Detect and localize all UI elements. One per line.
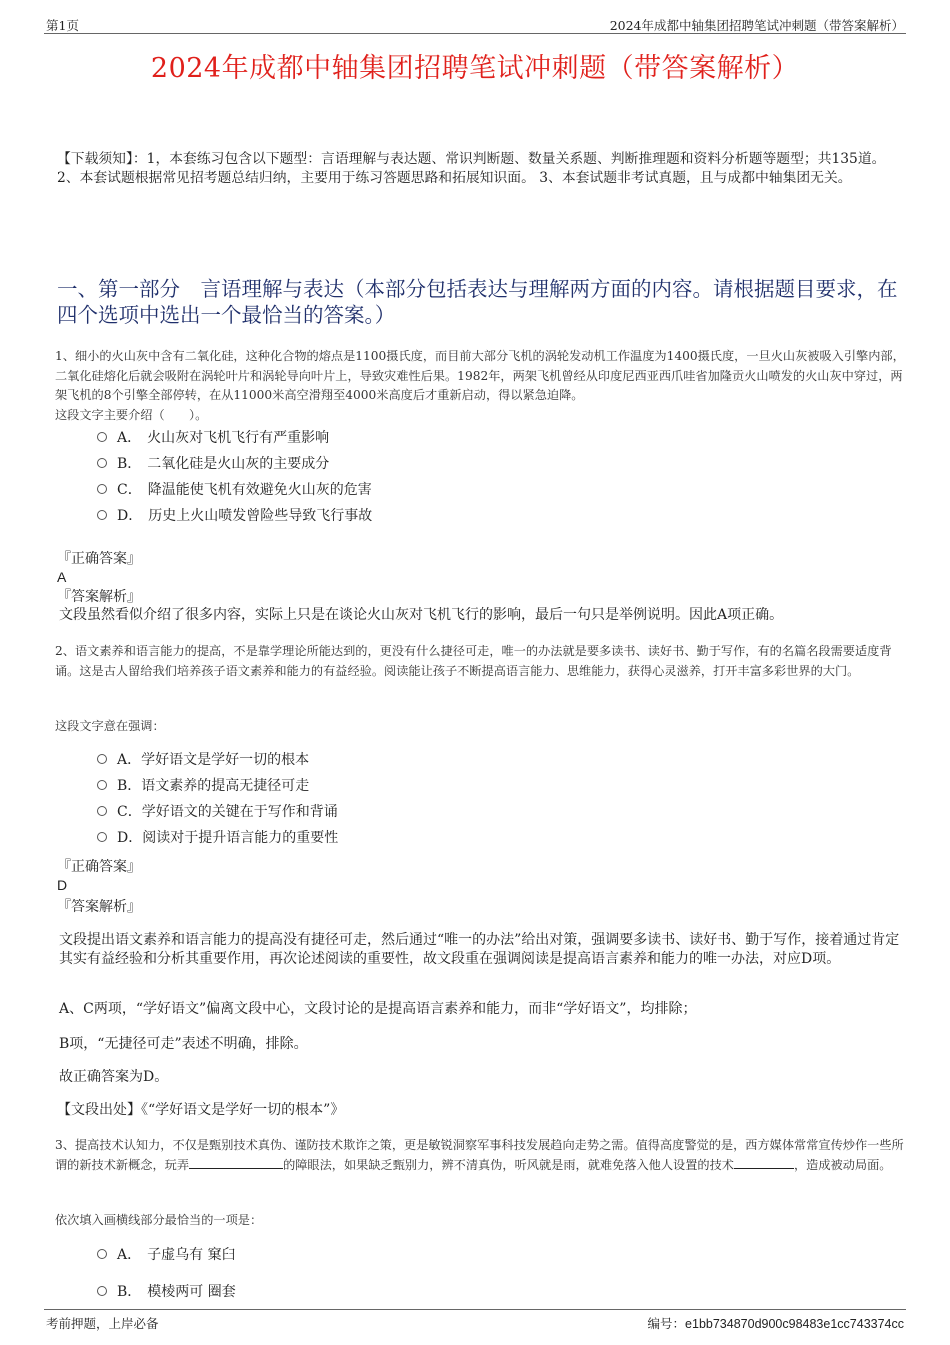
option-label: B． [117, 778, 142, 794]
option-text: 模棱两可 圈套 [147, 1284, 236, 1300]
option-text: 二氧化硅是火山灰的主要成分 [147, 456, 330, 472]
question-2-stem: 2、语文素养和语言能力的提高，不是靠学理论所能达到的，更没有什么捷径可走，唯一的办法就是要多读书、读好书、勤于写作，有的名篇名段需要适度背诵。这是古人留给我们培养孩子语文素养和能力的有益经验。阅读能让孩子不断提高语言能力、思维能力，获得心灵滋养，打开丰富多彩世界的大门。 [55, 644, 892, 678]
question-2-analysis-4: 故正确答案为D。 [59, 1069, 169, 1085]
question-2-answer-heading: 『正确答案』 [57, 859, 141, 875]
question-1-answer: A [57, 569, 67, 585]
option-text: 学好语文的关键在于写作和背诵 [141, 804, 338, 820]
option-label: D． [117, 830, 143, 846]
option-text: 降温能使飞机有效避免火山灰的危害 [147, 482, 372, 498]
radio-icon[interactable] [97, 832, 107, 842]
question-1-stem: 1、细小的火山灰中含有二氧化硅，这种化合物的熔点是1100摄氏度，而目前大部分飞机的涡轮发动机工作温度为1400摄氏度，一旦火山灰被吸入引擎内部，二氧化硅熔化后就会吸附在涡轮叶片和涡轮导向叶片上，导致灾难性后果。1982年，两架飞机曾经从印度尼西亚西爪哇省加隆贡火山喷发的火山灰中穿过，两架飞机的8个引擎全部停转，在从11000米高空滑翔至4000米高度后才重新启动，得以紧急迫降。 [55, 349, 905, 402]
question-2-option-a[interactable] [97, 749, 309, 771]
question-1-option-c[interactable] [97, 479, 372, 501]
option-label: A． [117, 1247, 142, 1263]
option-label: B． [117, 456, 142, 472]
footer-code [648, 1314, 904, 1332]
question-3-stem-part3: ，造成被动局面。 [794, 1157, 892, 1172]
option-label: A． [117, 430, 142, 446]
section-heading: 一、第一部分 言语理解与表达（本部分包括表达与理解两方面的内容。请根据题目要求，在四个选项中选出一个最恰当的答案。） [57, 277, 898, 327]
radio-icon[interactable] [97, 1286, 107, 1296]
page-title: 2024年成都中轴集团招聘笔试冲刺题（带答案解析） [150, 53, 800, 84]
footer-slogan: 考前押题，上岸必备 [46, 1316, 159, 1331]
question-3-stem [55, 1136, 907, 1175]
question-1-analysis: 文段虽然看似介绍了很多内容，实际上只是在谈论火山灰对飞机飞行的影响，最后一句只是举例说明。因此A项正确。 [59, 607, 784, 623]
question-2-answer: D [57, 877, 68, 893]
option-text: 阅读对于提升语言能力的重要性 [142, 830, 339, 846]
question-1-option-a[interactable] [97, 427, 329, 449]
radio-icon[interactable] [97, 432, 107, 442]
radio-icon[interactable] [97, 1249, 107, 1259]
question-1-answer-heading: 『正确答案』 [57, 551, 141, 567]
option-text: 火山灰对飞机飞行有严重影响 [147, 430, 330, 446]
option-label: D． [117, 508, 143, 524]
question-2-option-d[interactable] [97, 827, 338, 849]
question-3-option-a[interactable] [97, 1244, 236, 1266]
question-2-option-c[interactable] [97, 801, 338, 823]
option-label: A． [117, 752, 142, 768]
question-2-analysis-2: A、C两项，“学好语文”偏离文段中心，文段讨论的是提高语言素养和能力，而非“学好语文”，均排除； [59, 1001, 697, 1017]
radio-icon[interactable] [97, 458, 107, 468]
footer-code-value: e1bb734870d900c98483e1cc743374cc [685, 1317, 904, 1331]
question-2-prompt: 这段文字意在强调： [55, 719, 165, 733]
radio-icon[interactable] [97, 780, 107, 790]
blank-2 [734, 1156, 794, 1169]
option-text: 子虚乌有 窠臼 [147, 1247, 236, 1263]
option-text: 学好语文是学好一切的根本 [141, 752, 310, 768]
question-2-analysis-3: B项，“无捷径可走”表述不明确，排除。 [59, 1036, 308, 1052]
option-label: C． [117, 804, 142, 820]
option-text: 语文素养的提高无捷径可走 [141, 778, 310, 794]
option-label: B． [117, 1284, 142, 1300]
question-2-analysis-heading: 『答案解析』 [57, 899, 141, 915]
blank-1 [189, 1156, 283, 1169]
footer-code-label: 编号： [647, 1316, 686, 1331]
option-label: C． [117, 482, 142, 498]
question-2-option-b[interactable] [97, 775, 309, 797]
header-doc-title: 2024年成都中轴集团招聘笔试冲刺题（带答案解析） [609, 18, 904, 33]
question-1-option-b[interactable] [97, 453, 329, 475]
page-number: 第1页 [46, 18, 79, 33]
radio-icon[interactable] [97, 806, 107, 816]
download-notice: 【下载须知】：1，本套练习包含以下题型：言语理解与表达题、常识判断题、数量关系题、判断推理题和资料分析题等题型；共135道。 2、本套试题根据常见招考题总结归纳，主要用于练习答题思路和拓展知识面。 3、本套试题非考试真题，且与成都中轴集团无关。 [57, 151, 886, 186]
radio-icon[interactable] [97, 510, 107, 520]
question-3-option-b[interactable] [97, 1281, 236, 1303]
question-3-stem-part2: 的障眼法，如果缺乏甄别力，辨不清真伪，听风就是雨，就难免落入他人设置的技术 [283, 1157, 734, 1172]
question-2-analysis-1: 文段提出语文素养和语言能力的提高没有捷径可走，然后通过“唯一的办法”给出对策，强调要多读书、读好书、勤于写作，接着通过肯定其实有益经验和分析其重要作用，再次论述阅读的重要性，故文段重在强调阅读是提高语言素养和能力的唯一办法，对应D项。 [59, 932, 900, 967]
footer-divider [44, 1309, 906, 1310]
question-3-prompt: 依次填入画横线部分最恰当的一项是： [55, 1213, 263, 1227]
radio-icon[interactable] [97, 754, 107, 764]
header-divider [44, 33, 906, 34]
question-1-prompt: 这段文字主要介绍（ ）。 [55, 408, 208, 422]
question-2-source: 【文段出处】《“学好语文是学好一切的根本”》 [57, 1102, 345, 1118]
option-text: 历史上火山喷发曾险些导致飞行事故 [148, 508, 373, 524]
question-1-option-d[interactable] [97, 505, 372, 527]
radio-icon[interactable] [97, 484, 107, 494]
question-1-analysis-heading: 『答案解析』 [57, 589, 141, 605]
question-3-stem-part1: 3、提高技术认知力，不仅是甄别技术真伪、谨防技术欺诈之策，更是敏锐洞察军事科技发展趋向走势之需。值得高度警觉的是，西方媒体常常宣传炒作一些所谓的新技术新概念，玩弄 [55, 1138, 904, 1172]
